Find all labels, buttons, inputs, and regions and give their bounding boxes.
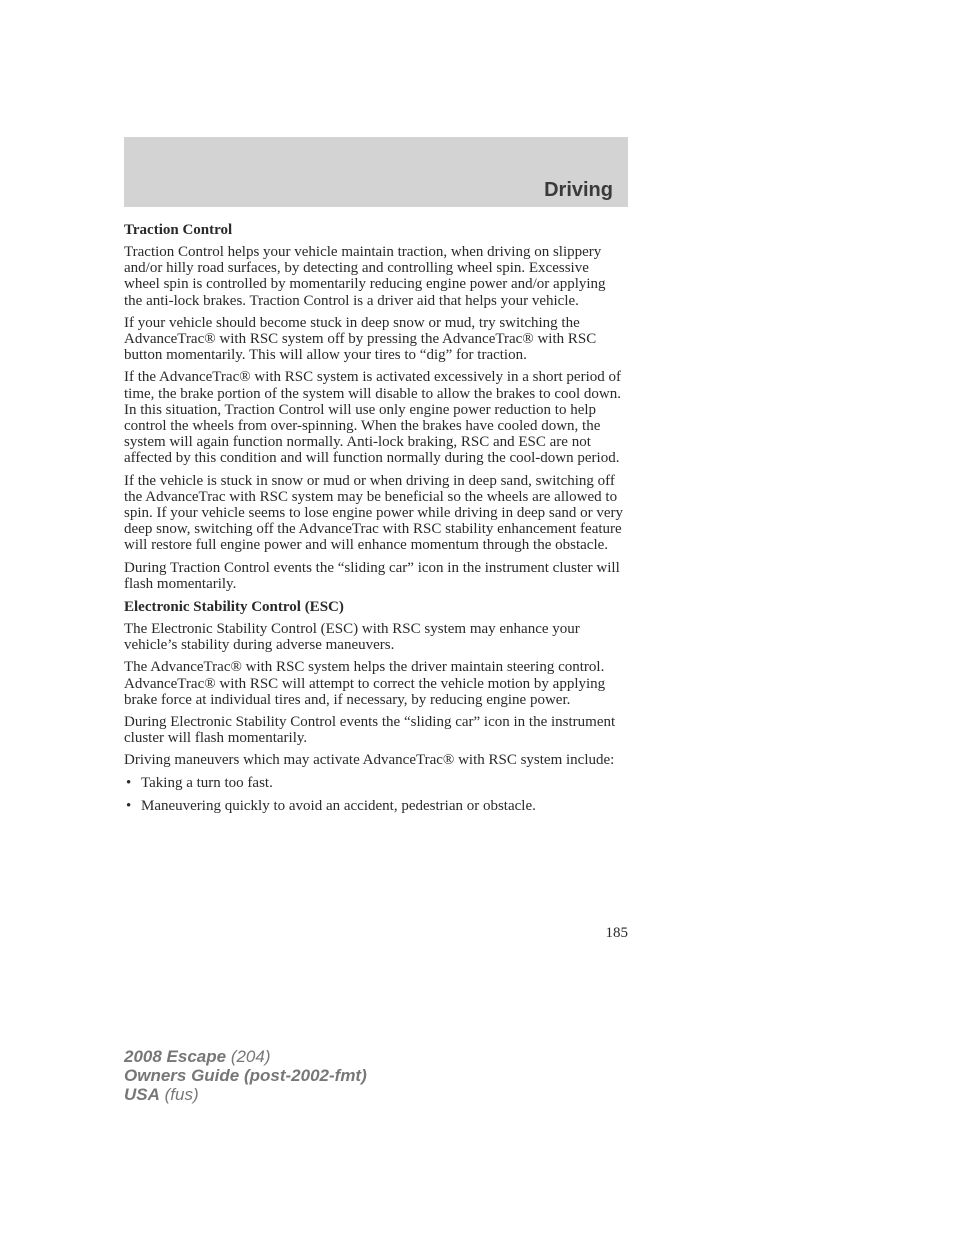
- footer-guide: Owners Guide (post-2002-fmt): [124, 1066, 367, 1085]
- section-header-band: [124, 137, 628, 207]
- section-title: Driving: [544, 179, 613, 201]
- maneuver-list: [124, 775, 624, 814]
- paragraph: The Electronic Stability Control (ESC) with RSC system may enhance your vehicle’s stability during adverse maneuvers.: [124, 621, 580, 654]
- page-number: 185: [605, 925, 628, 941]
- paragraph: The AdvanceTrac® with RSC system helps the driver maintain steering control. AdvanceTrac® with RSC will attempt to correct the vehicle motion by applying brake force at individual tires and, if necessary, by reducing engine power.: [124, 659, 606, 708]
- heading-traction-control: Traction Control: [124, 222, 233, 238]
- paragraph: If your vehicle should become stuck in deep snow or mud, try switching the AdvanceTrac® with RSC system off by pressing the AdvanceTrac® with RSC button momentarily. This will allow your tires to “dig” for traction.: [124, 314, 597, 364]
- footer-market-code: (fus): [159, 1085, 199, 1104]
- list-item: [124, 798, 624, 814]
- footer-line-guide: [124, 1066, 367, 1085]
- paragraph: Traction Control helps your vehicle maintain traction, when driving on slippery and/or hilly road surfaces, by detecting and controlling wheel spin. Excessive wheel spin is controlled by momentarily reducing engine power and/or applying the anti-lock brakes. Traction Control is a driver aid that helps your vehicle.: [124, 244, 606, 309]
- paragraph: During Traction Control events the “sliding car” icon in the instrument cluster will flash momentarily.: [124, 559, 620, 592]
- list-item-text: Maneuvering quickly to avoid an accident, pedestrian or obstacle.: [141, 797, 536, 814]
- document-footer: [124, 1047, 367, 1104]
- footer-model-code: (204): [226, 1047, 271, 1066]
- paragraph: Driving maneuvers which may activate AdvanceTrac® with RSC system include:: [124, 752, 615, 769]
- footer-line-market: [124, 1085, 367, 1104]
- paragraph: During Electronic Stability Control events the “sliding car” icon in the instrument cluster will flash momentarily.: [124, 714, 616, 747]
- list-item-text: Taking a turn too fast.: [141, 774, 273, 791]
- footer-line-model: [124, 1047, 367, 1066]
- page-content: [124, 221, 624, 821]
- footer-model: 2008 Escape: [124, 1047, 227, 1066]
- bullet-icon: •: [126, 774, 132, 791]
- footer-market: USA: [124, 1085, 160, 1104]
- paragraph: If the vehicle is stuck in snow or mud or when driving in deep sand, switching off the AdvanceTrac with RSC system may be beneficial so the wheels are allowed to spin. If your vehicle seems to lose engine power while driving in deep sand or very deep snow, switching off the AdvanceTrac with RSC stability enhancement feature will restore full engine power and will enhance momentum through the obstacle.: [124, 472, 624, 554]
- list-item: [124, 775, 624, 791]
- paragraph: If the AdvanceTrac® with RSC system is activated excessively in a short period of time, the brake portion of the system will disable to allow the brakes to cool down. In this situation, Traction Control will use only engine power reduction to help control the wheels from over-spinning. When the brakes have cooled down, the system will again function normally. Anti-lock braking, RSC and ESC are not affected by this condition and will function normally during the cool-down period.: [124, 369, 621, 467]
- bullet-icon: •: [126, 797, 132, 814]
- heading-esc: Electronic Stability Control (ESC): [124, 599, 344, 616]
